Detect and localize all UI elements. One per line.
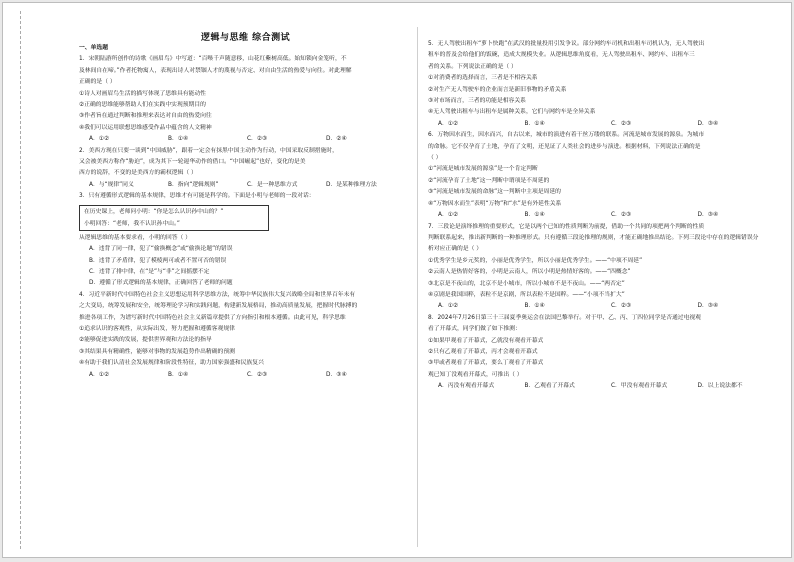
- statement-item: ③甲或者观看了开幕式，要么丁观看了开幕式: [428, 360, 544, 367]
- option-b: B．①④: [168, 371, 189, 378]
- question-text: 的命脉。它不仅孕育了土地，孕育了文明，还见证了人类社会的进步与演进。根据材料，下列说法正确的是: [428, 143, 701, 150]
- statement-item: ①“河流是城市发展的源泉”是一个肯定判断: [428, 166, 538, 173]
- statement-item: ②正确的思维能够帮助人们在实践中实现预期目的: [79, 102, 206, 109]
- answer-options: [428, 119, 784, 130]
- question-prompt: 从逻辑思维的基本要求看，小明的回答（ ）: [79, 234, 191, 241]
- answer-options: [79, 180, 405, 191]
- question-text: 析对应正确的是（ ）: [428, 246, 483, 253]
- answer-options: [428, 301, 784, 312]
- question-text: 之大变局，统筹发展和安全，统筹理论学习和实践问题，构建新发展格局，推动高质量发展，把握时代脉搏的: [79, 303, 358, 310]
- statement-item: ①如果甲观看了开幕式，乙就没有观看开幕式: [428, 337, 544, 344]
- option-c: C．②③: [611, 120, 632, 127]
- option-b: B．乙观看了开幕式: [524, 383, 575, 390]
- statement-item: ③“河流是城市发展的命脉”这一判断中主项是周延的: [428, 189, 561, 196]
- question-text: 租车的普及会给他们的饭碗，造成大规模失业。从逻辑思维角度看，无人驾驶出租车、网约车、出租车三: [428, 52, 695, 59]
- option-d: D．③④: [326, 371, 347, 378]
- statement-item: ③对市场而言，三者的功能是相容关系: [428, 98, 526, 105]
- statement-item: ④有助于我们认清社会发展规律和阶段性特征，助力国家强盛和民族复兴: [79, 360, 264, 367]
- option-d: D．是某种推理方法: [326, 181, 377, 188]
- question-8: [428, 313, 784, 393]
- question-text: 7．三段论是演绎推理的重要形式，它是以两个已知的性质判断为前提，借助一个共同的项把两个判断的性质: [428, 223, 705, 230]
- statement-item: ④京剧是我国国粹，表粒不是京剧，所以表粒不是国粹。——“小项不当扩大”: [428, 291, 625, 298]
- question-text: 4．习近平新时代中国特色社会主义思想运用科学思维方法，统筹中华民族伟大复兴战略全局和世界百年未有: [79, 291, 356, 298]
- statement-item: ②对生产无人驾驶车的企业而言是新旧事物的矛盾关系: [428, 86, 567, 93]
- option-d: D．③④: [697, 120, 719, 127]
- question-text: （ ）: [428, 155, 442, 162]
- option-a: A．与“规律”同义: [89, 181, 134, 188]
- column-divider: [417, 27, 418, 547]
- statement-item: ②只有乙观看了开幕式，丙才会观看开幕式: [428, 348, 538, 355]
- question-4: [79, 290, 405, 381]
- statement-item: ①优秀学生是乡元奖的，小丽是优秀学生，所以小丽是优秀学生。——“中项不周延”: [428, 257, 643, 264]
- question-text: 判断联系起来，推出新判断的一种推理形式。只有遵循三段论推理的规则，才能正确地推出结论。下列三段论中存在的逻辑错误分: [428, 234, 759, 241]
- option-c: C．甲没有观看开幕式: [611, 383, 668, 390]
- question-text: 6．万物因水而生，因水而兴，自古以来，城市的演进有着干丝万缕的联系。河流是城市发展的源泉。为城市: [428, 132, 705, 139]
- question-7: [428, 222, 784, 313]
- answer-options: [79, 134, 405, 145]
- option-d: D．③④: [697, 303, 719, 310]
- left-column: [79, 43, 405, 381]
- option-d: D．③④: [697, 212, 719, 219]
- answer-options: [79, 370, 405, 381]
- option-a: A．①②: [89, 136, 110, 143]
- option-a: A．①②: [438, 120, 459, 127]
- statement-item: ②云南人是热情好客的，小明是云南人，所以小明是热情好客的。——“四概念”: [428, 269, 631, 276]
- document-title: 逻辑与思维 综合测试: [201, 33, 291, 43]
- statement-item: ④无人驾驶出租车与出租车是属种关系，它们与网约车是全异关系: [428, 109, 596, 116]
- binding-margin-line: [20, 11, 21, 549]
- option-b: B．①④: [524, 303, 545, 310]
- question-text: 推进各项工作，为谱写新时代中国特色社会主义新篇章提供了方向指引和根本遵循。由此可见，科学思维: [79, 314, 346, 321]
- option-d: D．遵循了形式逻辑的基本规律，正确回答了老师的问题: [89, 280, 233, 287]
- question-5: [428, 39, 784, 130]
- statement-item: ④“万物因水而生”表明“万物”和“水”是有外延性关系: [428, 200, 562, 207]
- option-b: B．指向“逻辑规则”: [168, 181, 219, 188]
- option-d: D．以上说法都不: [697, 383, 743, 390]
- question-text: 正确的是（ ）: [79, 79, 116, 86]
- option-b: B．①④: [168, 136, 189, 143]
- answer-options: [428, 381, 784, 392]
- statement-item: ③其结果具有精确性，能够对事物的发展趋势作出精确的预测: [79, 348, 235, 355]
- statement-item: ②能够促进实践的发展，提供世界观和方法论的指导: [79, 337, 212, 344]
- document-page: [2, 2, 792, 558]
- answer-options: [428, 210, 784, 221]
- question-text: 8．2024年7月26日第三十三届夏季奥运会在法国巴黎举行。对于甲、乙、丙、丁四位同学是否通过电视观: [428, 314, 701, 321]
- question-text: 西方的说辞，不变的是美西方的霸权逻辑（ ）: [79, 170, 197, 177]
- question-text: 2．美西方现在只要一谈到“中国威胁”，跟着一定会有抹黑中国主动作为行动，中国采取反制措施时，: [79, 147, 338, 154]
- dialog-line: 在历史课上，老师问小明：“你是怎么认识孙中山的？”: [84, 208, 224, 215]
- option-c: C．是一种思维方式: [247, 181, 298, 188]
- statement-item: ③北京是不夜山的，北京不是小城市，所以小城市不是不夜山。——“两否定”: [428, 280, 625, 287]
- option-a: A．丙没有观看开幕式: [438, 383, 495, 390]
- dialog-box: [79, 205, 269, 231]
- statement-item: ③作者旨在通过判断和推理来表达对自由的热爱向往: [79, 113, 212, 120]
- option-a: A．①②: [438, 212, 459, 219]
- dialog-line: 小明回答：“老师，我不认识孙中山。”: [84, 220, 180, 227]
- question-text: 5．无人驾驶出租车“萝卜快跑”在武汉的批量投用引发争议。部分网约车司机和出租车司机认为，无人驾驶出: [428, 41, 705, 47]
- option-a: A．①②: [89, 371, 110, 378]
- option-b: B．违背了矛盾律，犯了模棱两可或者不置可否的错误: [89, 257, 227, 264]
- statement-item: ②“河流孕育了土地”这一判断中谓项是不周延的: [428, 177, 550, 184]
- option-d: D．②④: [326, 136, 347, 143]
- statement-item: ④我们可以运用联想思维感受作品中蕴含的人文精神: [79, 124, 212, 131]
- question-3: [79, 191, 405, 289]
- statement-item: ①追求认识的客观性，从实际出发，努力把握和遵循客观规律: [79, 325, 235, 332]
- option-c: C．②③: [611, 212, 632, 219]
- question-text: 3．只有遵循形式逻辑的基本规律，思维才有可能是科学的。下面是小明与老师的一段对话：: [79, 193, 315, 200]
- statement-item: ①诗人对画眉鸟生活的描写体现了思维具有能动性: [79, 90, 206, 97]
- option-b: B．①④: [524, 120, 545, 127]
- question-1: [79, 54, 405, 145]
- option-c: C．②③: [247, 371, 268, 378]
- question-text: 及林间自在啼。”作者托物寓人，表现出诗人对禁锢人才的蔑视与否定、对自由生活的热爱与向往。对此理解: [79, 67, 352, 74]
- option-b: B．①④: [524, 212, 545, 219]
- option-c: C．违背了排中律，在“是”与“非”之间摇摆不定: [89, 268, 210, 275]
- option-c: C．②③: [247, 136, 268, 143]
- statement-item: ①对消费者的选择而言，三者是不相容关系: [428, 75, 538, 82]
- question-6: [428, 130, 784, 221]
- option-c: C．②③: [611, 303, 632, 310]
- right-column: [428, 39, 784, 393]
- question-prompt: 观已知丁没观看开幕式，可推出（ ）: [428, 371, 523, 378]
- question-text: 看了开幕式，同学们做了如下推测：: [428, 326, 521, 333]
- question-text: 者的关系。下列说法正确的是（ ）: [428, 63, 517, 70]
- option-a: A．①②: [438, 303, 459, 310]
- section-heading: 一、单选题: [79, 45, 108, 51]
- question-2: [79, 146, 405, 192]
- option-a: A．违背了同一律，犯了“偷换概念”或“偷换论题”的错误: [89, 246, 233, 253]
- question-text: 又会被美西方称作“胁迫”，成为其下一轮遏华动作的借口。“中国崛起”也好，变化的是美: [79, 159, 306, 166]
- question-text: 1．宋朝陆游所创作的诗歌《画眉鸟》中写道：“百啭千声随意移，山花红紫树高低。始知锁向金笼听，不: [79, 56, 347, 63]
